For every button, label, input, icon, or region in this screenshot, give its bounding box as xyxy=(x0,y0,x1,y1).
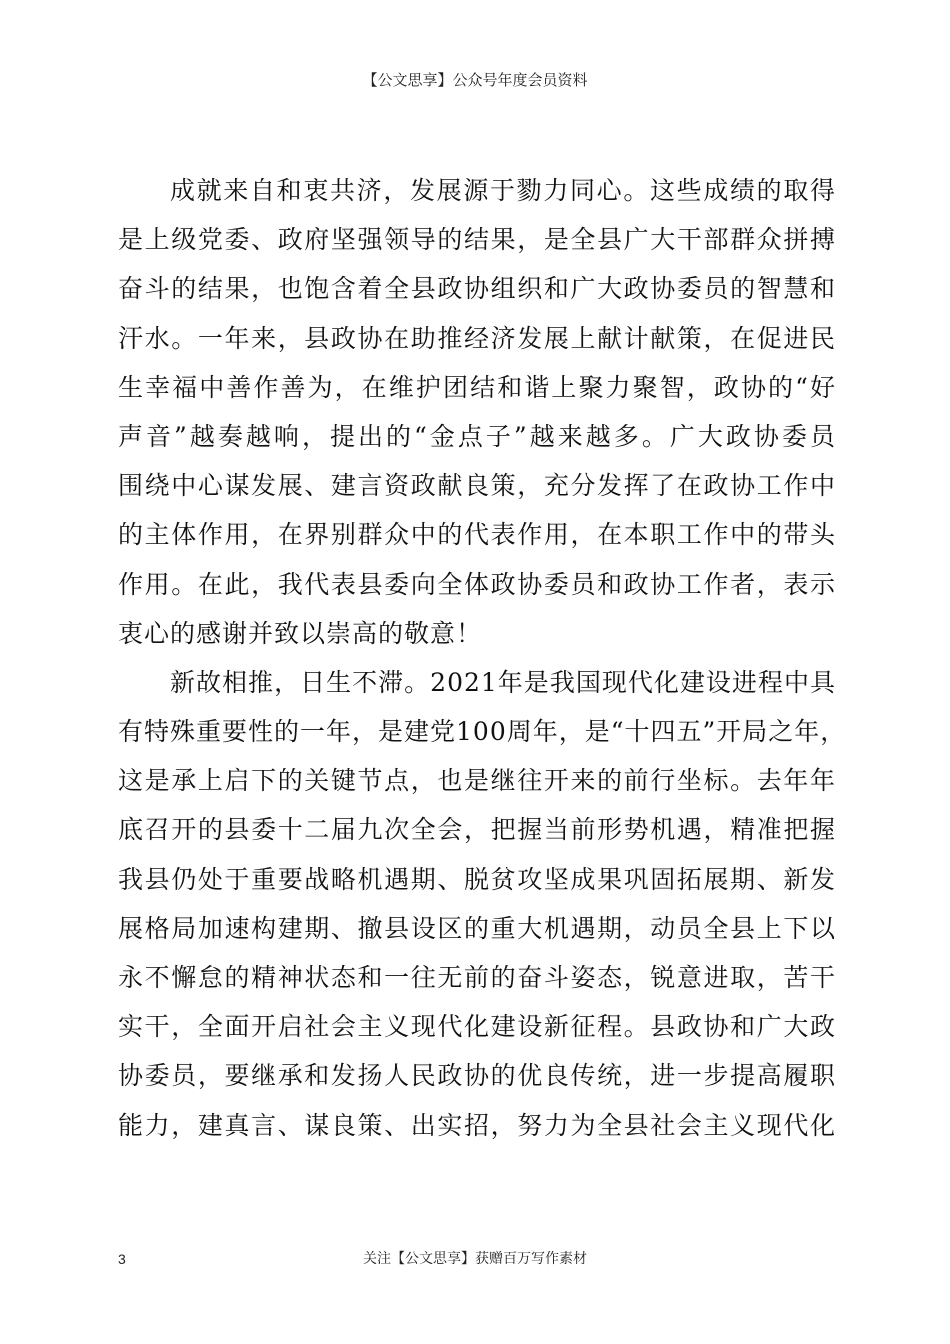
paragraph-2-line-5: 我县仍处于重要战略机遇期、脱贫攻坚成果巩固拓展期、新发 xyxy=(118,864,836,894)
page-footer xyxy=(0,1248,950,1270)
footer-text: 关注【公文思享】获赠百万写作素材 xyxy=(363,1251,587,1267)
paragraph-2-line-7: 永不懈怠的精神状态和一往无前的奋斗姿态，锐意进取，苦干 xyxy=(118,963,836,992)
paragraph-2-line-8: 实干，全面开启社会主义现代化建设新征程。县政协和广大政 xyxy=(118,1012,836,1042)
paragraph-2-line-9: 协委员，要继承和发扬人民政协的优良传统，进一步提高履职 xyxy=(118,1061,836,1091)
paragraph-1-line-5: 生幸福中善作善为，在维护团结和谐上聚力聚智，政协的“好 xyxy=(118,372,836,402)
paragraph-1-line-10: 衷心的感谢并致以崇高的敬意！ xyxy=(118,618,483,648)
paragraph-1-line-1: 成就来自和衷共济，发展源于勠力同心。这些成绩的取得 xyxy=(170,176,836,205)
page-header: 【公文思享】公众号年度会员资料 xyxy=(362,71,588,89)
paragraph-2-line-4: 底召开的县委十二届九次全会，把握当前形势机遇，精准把握 xyxy=(118,815,836,845)
paragraph-2-line-10: 能力，建真言、谋良策、出实招，努力为全县社会主义现代化 xyxy=(118,1110,836,1140)
paragraph-2-line-3: 这是承上启下的关键节点，也是继往开来的前行坐标。去年年 xyxy=(118,766,836,796)
paragraph-1-line-9: 作用。在此，我代表县委向全体政协委员和政协工作者，表示 xyxy=(118,569,836,599)
paragraph-1-line-8: 的主体作用，在界别群众中的代表作用，在本职工作中的带头 xyxy=(118,520,836,550)
paragraph-2-line-1: 新故相推，日生不滞。2021年是我国现代化建设进程中具 xyxy=(170,667,836,697)
paragraph-2-line-2: 有特殊重要性的一年，是建党100周年，是“十四五”开局之年， xyxy=(118,717,847,747)
paragraph-1-line-2: 是上级党委、政府坚强领导的结果，是全县广大干部群众拼搏 xyxy=(118,225,836,255)
body-text xyxy=(118,166,847,1150)
paragraph-1-line-4: 汗水。一年来，县政协在助推经济发展上献计献策，在促进民 xyxy=(118,323,836,353)
paragraph-1-line-6: 声音”越奏越响，提出的“金点子”越来越多。广大政协委员 xyxy=(118,421,836,451)
paragraph-1-line-3: 奋斗的结果，也饱含着全县政协组织和广大政协委员的智慧和 xyxy=(118,274,836,304)
paragraph-1-line-7: 围绕中心谋发展、建言资政献良策，充分发挥了在政协工作中 xyxy=(118,471,836,501)
paragraph-2-line-6: 展格局加速构建期、撤县设区的重大机遇期，动员全县上下以 xyxy=(118,913,836,943)
page-number: 3 xyxy=(118,1251,126,1267)
